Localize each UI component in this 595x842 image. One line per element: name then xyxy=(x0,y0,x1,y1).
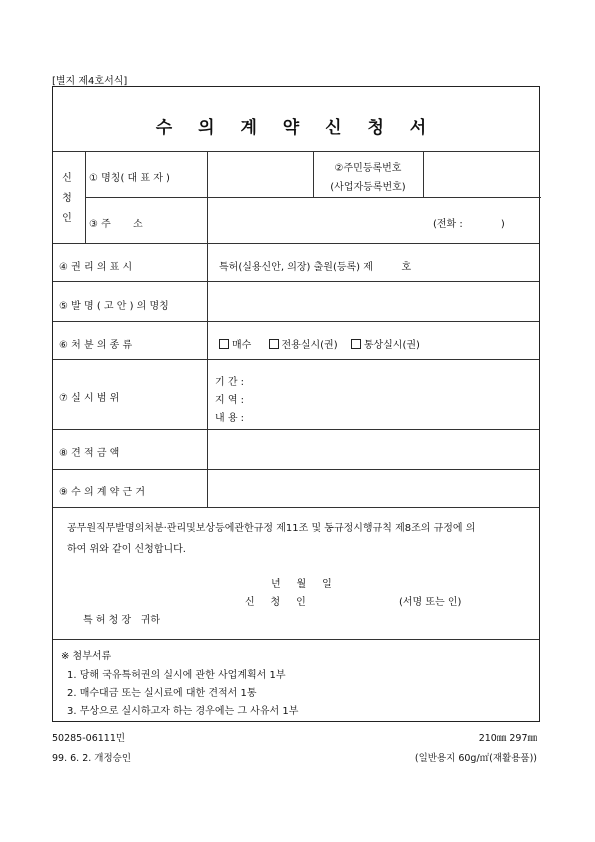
statement-line1: 공무원직무발명의처분·관리및보상등에관한규정 제11조 및 동규정시행규칙 제8조의 규정에 의 xyxy=(67,523,476,534)
disposal-option-nonexclusive[interactable]: 통상실시(권) xyxy=(351,340,420,351)
applicant-group-label: 신청인 xyxy=(62,173,72,224)
attachment-item: 3. 무상으로 실시하고자 하는 경우에는 그 사유서 1부 xyxy=(67,706,299,717)
checkbox-icon[interactable] xyxy=(351,339,361,349)
id-label-line2: (사업자등록번호) xyxy=(330,182,406,193)
attachment-item: 2. 매수대금 또는 실시료에 대한 견적서 1통 xyxy=(67,688,257,699)
date-line: 년 월 일 xyxy=(271,579,332,590)
divider xyxy=(53,429,539,430)
scope-label: ⑦ 실 시 범 위 xyxy=(59,393,120,404)
applicant-signature: 신 청 인 xyxy=(245,597,306,608)
amount-label: ⑧ 견 적 금 액 xyxy=(59,448,120,459)
form-title: 수 의 계 약 신 청 서 xyxy=(155,118,437,138)
divider xyxy=(85,197,541,198)
contract-basis-label: ⑨ 수 의 계 약 근 거 xyxy=(59,487,145,498)
divider xyxy=(207,151,208,507)
divider xyxy=(53,359,539,360)
divider xyxy=(313,151,314,197)
signature-note: (서명 또는 인) xyxy=(399,597,462,608)
form-code: 50285-06111민 xyxy=(52,733,126,744)
divider xyxy=(53,243,539,244)
divider xyxy=(85,151,86,243)
rights-value: 특허(실용신안, 의장) 출원(등록) 제 호 xyxy=(219,262,412,273)
approval-date: 99. 6. 2. 개정승인 xyxy=(52,753,132,764)
name-label: ① 명칭( 대 표 자 ) xyxy=(89,173,170,184)
divider xyxy=(53,507,539,508)
divider xyxy=(423,151,424,197)
invention-name-label: ⑤ 발 명 ( 고 안 ) 의 명칭 xyxy=(59,301,169,312)
scope-period: 기 간 : xyxy=(215,377,245,388)
rights-label: ④ 권 리 의 표 시 xyxy=(59,262,133,273)
attachment-item: 1. 당해 국유특허권의 실시에 관한 사업계획서 1부 xyxy=(67,670,286,681)
checkbox-icon[interactable] xyxy=(269,339,279,349)
addressee: 특 허 청 장 귀하 xyxy=(83,615,161,626)
disposal-options xyxy=(219,336,420,351)
disposal-type-label: ⑥ 처 분 의 종 류 xyxy=(59,340,133,351)
application-form xyxy=(52,86,540,722)
disposal-option-exclusive[interactable]: 전용실시(권) xyxy=(269,340,338,351)
statement-line2: 하여 위와 같이 신청합니다. xyxy=(67,544,186,555)
scope-region: 지 역 : xyxy=(215,395,245,406)
address-label: ③ 주 소 xyxy=(89,219,143,230)
divider xyxy=(53,151,539,152)
paper-size: 210㎜ 297㎜ xyxy=(478,733,537,744)
divider xyxy=(53,469,539,470)
divider xyxy=(53,321,539,322)
checkbox-icon[interactable] xyxy=(219,339,229,349)
scope-content: 내 용 : xyxy=(215,413,245,424)
disposal-option-purchase[interactable]: 매수 xyxy=(219,340,251,351)
divider xyxy=(53,639,539,640)
form-number: [별지 제4호서식] xyxy=(52,76,128,87)
paper-spec: (일반용지 60g/㎡(재활용품)) xyxy=(414,753,537,764)
divider xyxy=(53,281,539,282)
id-label-line1: ②주민등록번호 xyxy=(334,163,402,174)
id-label xyxy=(315,159,421,193)
attachments-heading: ※ 첨부서류 xyxy=(61,651,112,662)
phone-label: (전화 : ) xyxy=(433,219,505,230)
